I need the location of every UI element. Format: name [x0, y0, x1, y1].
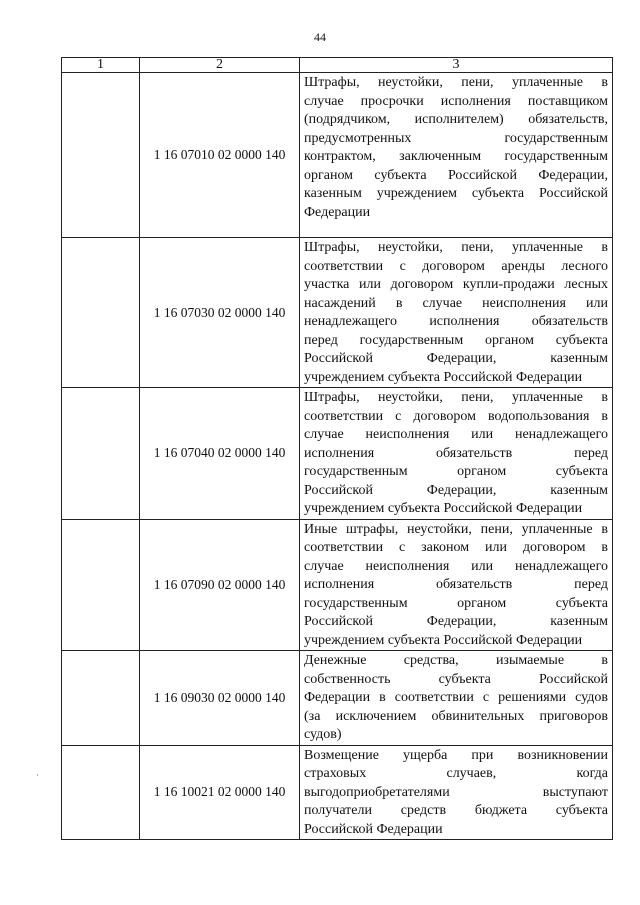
table-row — [62, 238, 613, 388]
table-row — [62, 651, 613, 746]
description-line: участка или договором купли-продажи лесных — [304, 277, 608, 292]
row-number-cell — [62, 519, 140, 651]
description-line: Штрафы, неустойки, пени, уплаченные в — [304, 390, 608, 405]
description-line: выгодоприобретателями выступают — [304, 784, 608, 800]
column-header-2: 2 — [140, 58, 300, 73]
description-line: учреждением субъекта Российской Федерации — [304, 369, 583, 385]
description-line: (за исключением обвинительных приговоров — [304, 708, 608, 724]
description-line: учреждением субъекта Российской Федерации — [304, 632, 583, 648]
row-number-cell — [62, 745, 140, 840]
row-number-cell — [62, 388, 140, 520]
description-line: казенным учреждением субъекта Российской — [304, 186, 608, 201]
description-line: Российской Федерации, казенным — [304, 482, 608, 498]
scan-speck: · — [36, 770, 39, 780]
description-line: органом субъекта Российской Федерации, — [304, 167, 608, 183]
description-line: (подрядчиком, исполнителем) обязательств, — [304, 112, 608, 127]
description-line: перед государственным органом субъекта — [304, 332, 608, 348]
description-line: случае неисполнения или ненадлежащего — [304, 427, 608, 442]
table-row — [62, 745, 613, 840]
description-cell — [300, 73, 613, 238]
description-line: Российской Федерации, казенным — [304, 351, 608, 366]
description-line: исполнения обязательств перед — [304, 445, 608, 461]
description-line: Федерации — [304, 204, 371, 220]
table-header-row — [62, 58, 613, 73]
budget-code-cell: 1 16 10021 02 0000 140 — [140, 745, 300, 840]
row-number-cell — [62, 73, 140, 238]
description-line: учреждением субъекта Российской Федерации — [304, 501, 583, 516]
description-line: Штрафы, неустойки, пени, уплаченные в — [304, 75, 608, 90]
description-cell — [300, 519, 613, 651]
column-header-3: 3 — [300, 58, 613, 73]
table-row — [62, 73, 613, 238]
description-line: Штрафы, неустойки, пени, уплаченные в — [304, 240, 608, 255]
description-line: соответствии с законом или договором в — [304, 540, 608, 555]
page-number: 44 — [314, 30, 326, 44]
description-line: государственным органом субъекта — [304, 595, 608, 611]
row-number-cell — [62, 238, 140, 388]
description-line: ненадлежащего исполнения обязательств — [304, 314, 608, 329]
budget-code-cell: 1 16 07040 02 0000 140 — [140, 388, 300, 520]
description-line: соответствии с договором аренды лесного — [304, 258, 608, 274]
description-line: Российской Федерации, казенным — [304, 614, 608, 629]
table-row — [62, 519, 613, 651]
budget-code-cell: 1 16 07010 02 0000 140 — [140, 73, 300, 238]
column-header-1: 1 — [62, 58, 140, 73]
description-line: соответствии с договором водопользования в — [304, 408, 608, 424]
description-line: контрактом, заключенным государственным — [304, 149, 608, 164]
budget-code-cell: 1 16 07030 02 0000 140 — [140, 238, 300, 388]
budget-codes-table — [61, 57, 613, 840]
description-line: судов) — [304, 727, 342, 742]
description-line: случае просрочки исполнения поставщиком — [304, 93, 608, 109]
description-line: Российской Федерации — [304, 821, 443, 837]
description-line: Федерации в соответствии с решениями судов — [304, 690, 608, 705]
budget-code-cell: 1 16 09030 02 0000 140 — [140, 651, 300, 746]
description-line: предусмотренных государственным — [304, 130, 608, 146]
description-cell — [300, 745, 613, 840]
description-line: исполнения обязательств перед — [304, 577, 608, 592]
description-line: Возмещение ущерба при возникновении — [304, 747, 608, 763]
description-line: собственность субъекта Российской — [304, 671, 608, 687]
description-line: страховых случаев, когда — [304, 766, 608, 781]
description-line: насаждений в случае неисполнения или — [304, 295, 608, 311]
description-cell — [300, 651, 613, 746]
description-line: Иные штрафы, неустойки, пени, уплаченные в — [304, 521, 608, 537]
description-cell — [300, 388, 613, 520]
description-line: государственным органом субъекта — [304, 464, 608, 479]
row-number-cell — [62, 651, 140, 746]
budget-code-cell: 1 16 07090 02 0000 140 — [140, 519, 300, 651]
description-line: получатели средств бюджета субъекта — [304, 803, 608, 818]
description-line: случае неисполнения или ненадлежащего — [304, 558, 608, 574]
table-row — [62, 388, 613, 520]
description-line: Денежные средства, изымаемые в — [304, 653, 608, 668]
description-cell — [300, 238, 613, 388]
